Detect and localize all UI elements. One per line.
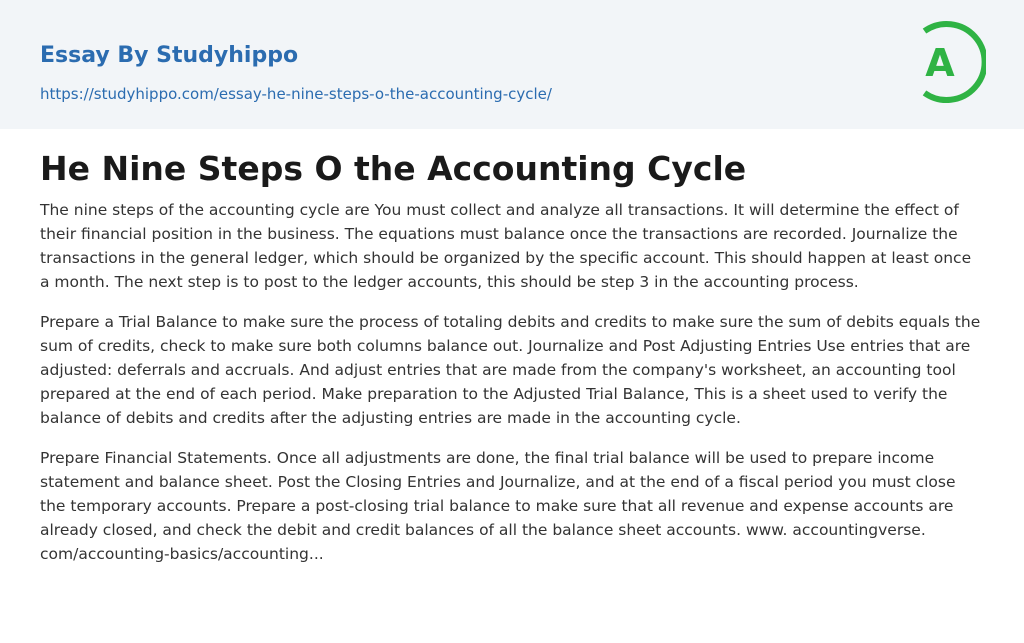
essay-title: He Nine Steps O the Accounting Cycle: [40, 149, 747, 188]
studyhippo-logo-icon[interactable]: [912, 18, 986, 106]
essay-url-link[interactable]: https://studyhippo.com/essay-he-nine-steps-o-the-accounting-cycle/: [40, 85, 552, 103]
logo-letter: A: [925, 41, 955, 85]
essay-paragraph-3: Prepare Financial Statements. Once all adjustments are done, the final trial balance will be used to prepare income statement and balance sheet. Post the Closing Entries and Journalize, and at the end of a fiscal period you must close the temporary accounts. Prepare a post-closing trial balance to make sure that all revenue and expense accounts are already closed, and check the debit and credit balances of all the balance sheet accounts. www. accountingverse. com/accounting-basics/accounting...: [40, 449, 956, 563]
essay-paragraph-1: The nine steps of the accounting cycle are You must collect and analyze all transactions. It will determine the effect of their financial position in the business. The equations must balance once the transactions are recorded. Journalize the transactions in the general ledger, which should be organized by the specific account. This should happen at least once a month. The next step is to post to the ledger accounts, this should be step 3 in the accounting process.: [40, 201, 972, 291]
site-brand[interactable]: Essay By Studyhippo: [40, 43, 299, 68]
essay-paragraph-2: Prepare a Trial Balance to make sure the process of totaling debits and credits to make sure the sum of debits equals the sum of credits, check to make sure both columns balance out. Journalize and Post Adjusting Entries Use entries that are adjusted: deferrals and accruals. And adjust entries that are made from the company's worksheet, an accounting tool prepared at the end of each period. Make preparation to the Adjusted Trial Balance, This is a sheet used to verify the balance of debits and credits after the adjusting entries are made in the accounting cycle.: [40, 313, 981, 427]
essay-article: [40, 146, 984, 582]
site-header: [0, 0, 1024, 129]
